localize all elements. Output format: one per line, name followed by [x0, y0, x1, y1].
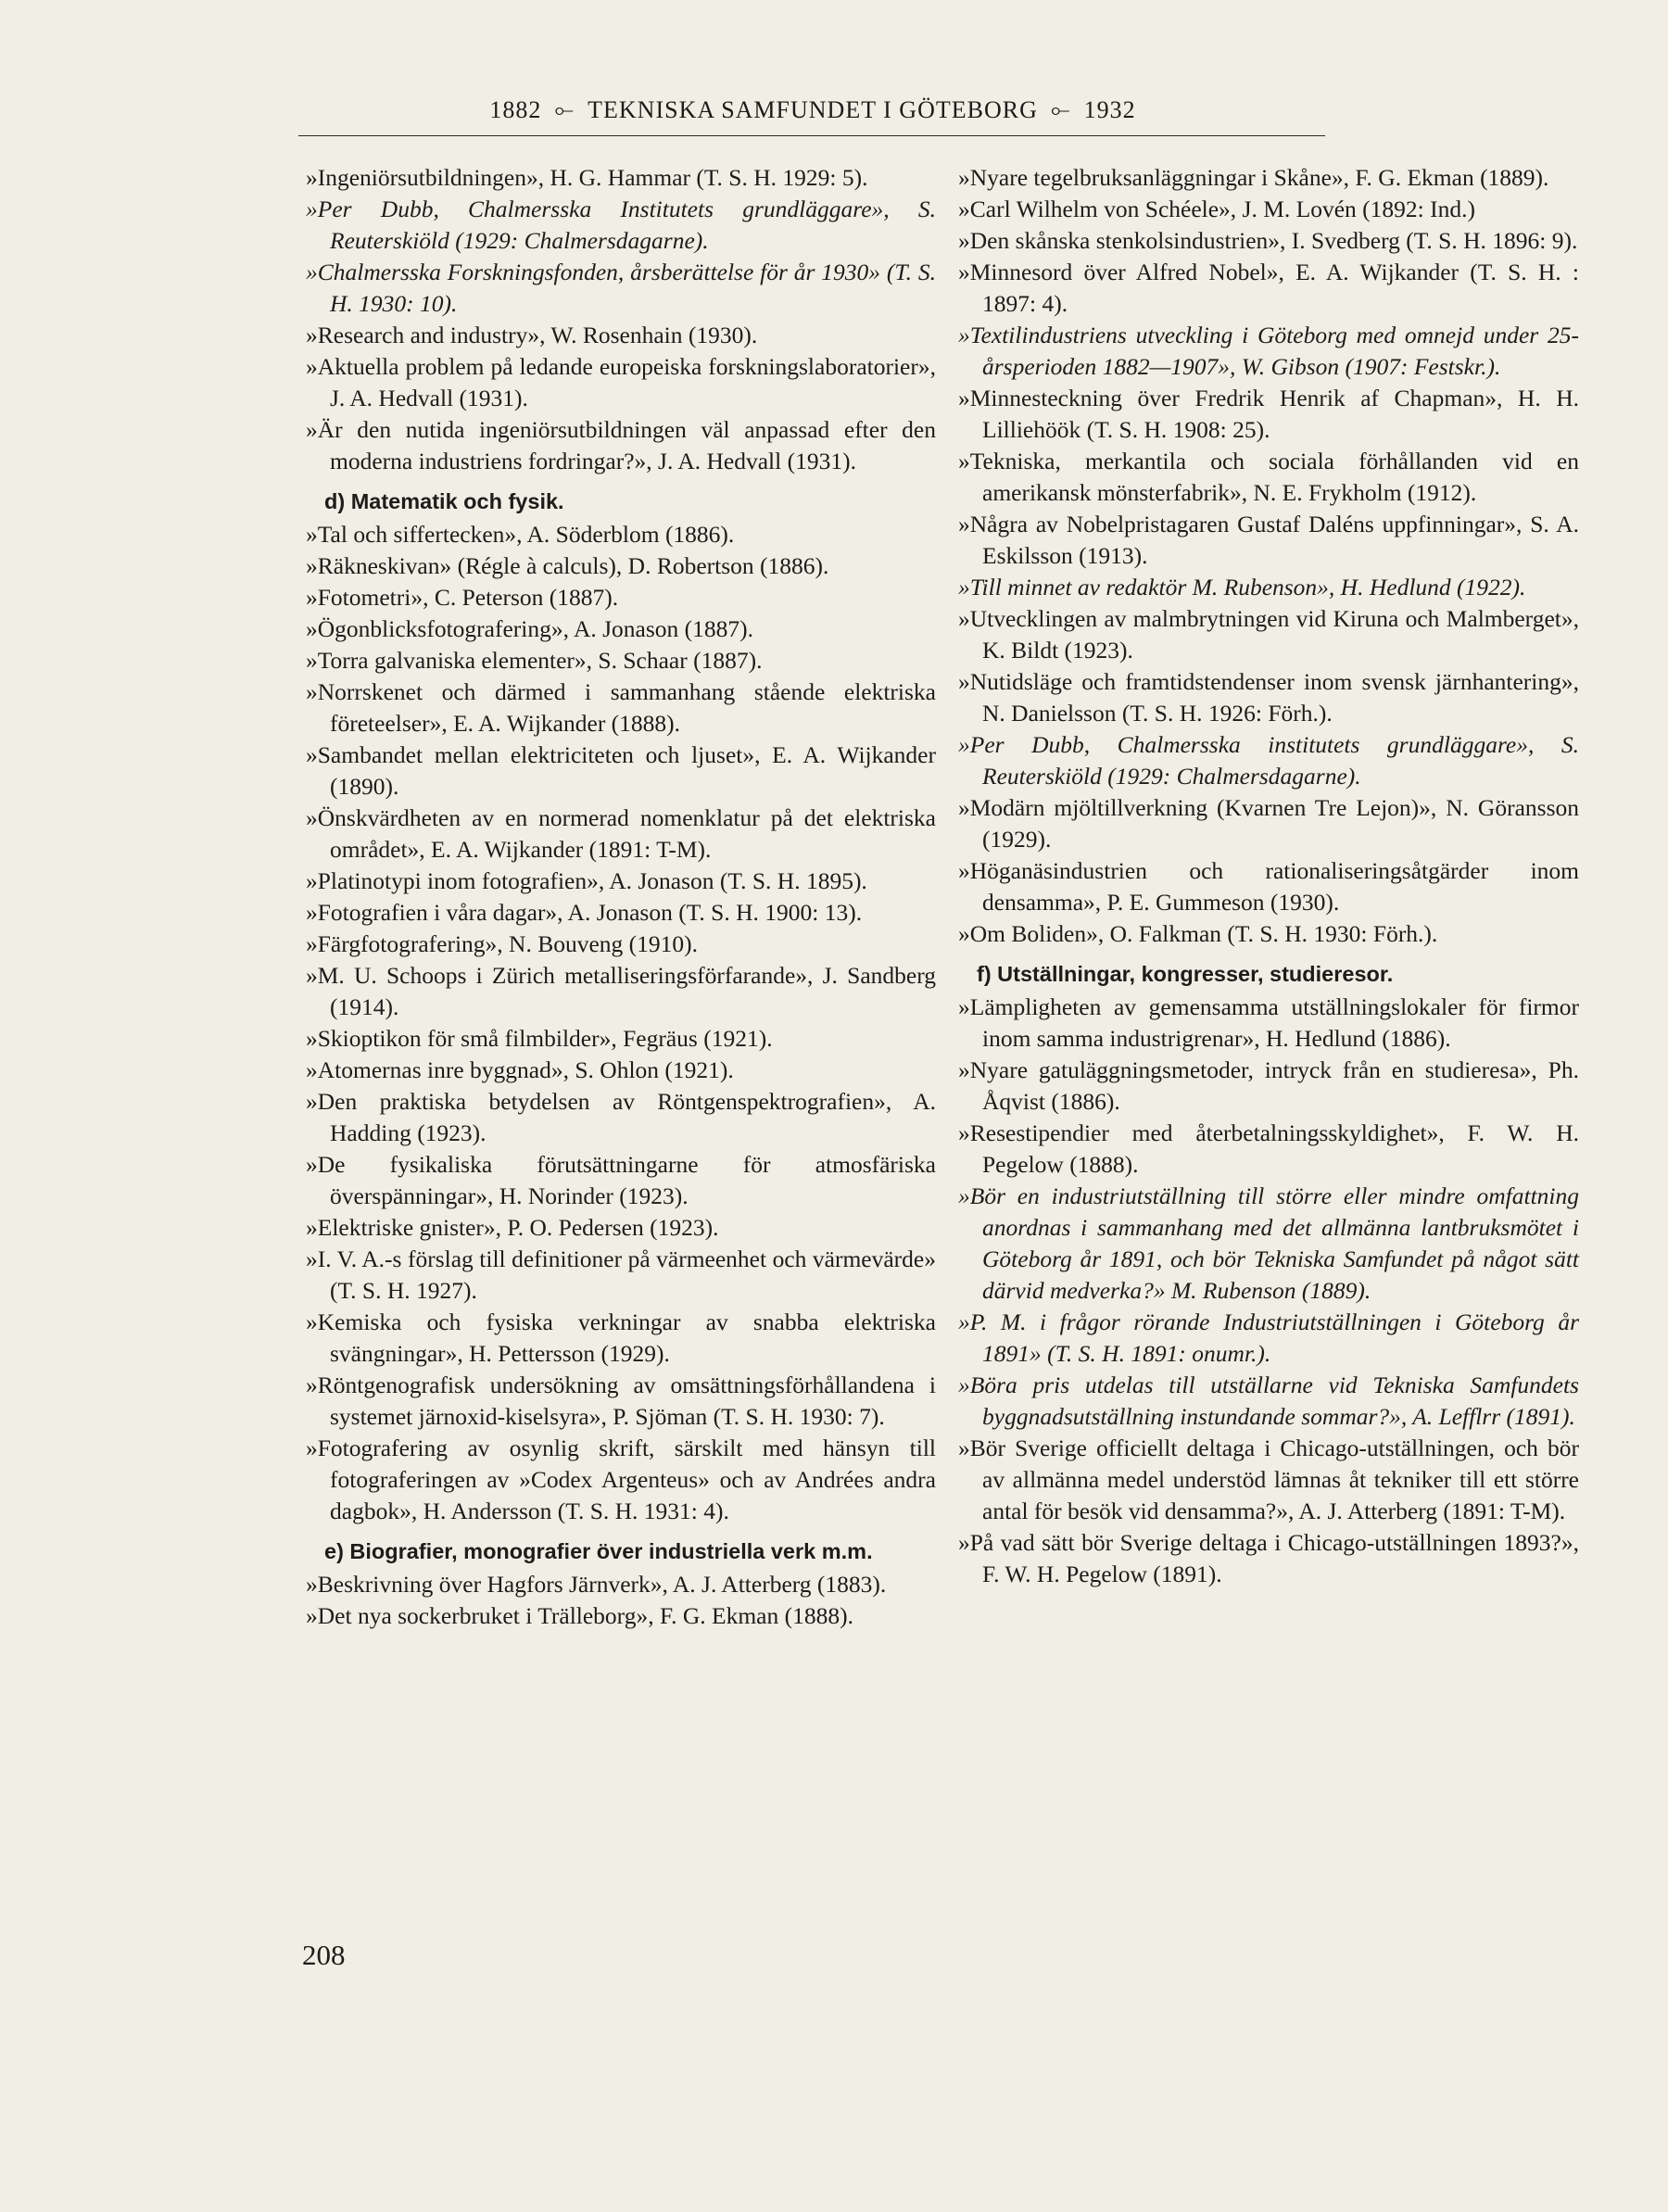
header-title: TEKNISKA SAMFUNDET I GÖTEBORG — [588, 96, 1038, 123]
list-item: »Elektriske gnister», P. O. Pedersen (1923). — [306, 1214, 719, 1241]
list-item: »Böra pris utdelas till utställarne vid Tekniska Samfundets byggnadsutställning instundande sommar?», A. Lefflrr (1891). — [958, 1371, 1579, 1430]
header-separator-icon: ⟜ — [554, 96, 575, 123]
page-number: 208 — [302, 1939, 346, 1971]
list-item: »Färgfotografering», N. Bouveng (1910). — [306, 930, 699, 957]
list-item: »Sambandet mellan elektriciteten och ljuset», E. A. Wijkander (1890). — [306, 741, 936, 800]
list-item: »Höganäsindustrien och rationaliseringsåtgärder inom densamma», P. E. Gummeson (1930). — [958, 857, 1579, 916]
list-item: »Skioptikon för små filmbilder», Fegräus (1921). — [306, 1025, 773, 1052]
list-item: »Aktuella problem på ledande europeiska forskningslaboratorier», J. A. Hedvall (1931). — [306, 353, 936, 411]
entry-list-e-continued — [958, 162, 1579, 950]
list-item: »Resestipendier med återbetalningsskyldighet», F. W. H. Pegelow (1888). — [958, 1119, 1579, 1178]
list-item: »Fotometri», C. Peterson (1887). — [306, 584, 619, 611]
list-item: »Nyare tegelbruksanläggningar i Skåne», F. G. Ekman (1889). — [958, 164, 1549, 191]
list-item: »Nutidsläge och framtidstendenser inom svensk järnhantering», N. Danielsson (T. S. H. 1926: Förh.). — [958, 668, 1579, 727]
list-item: »Minnesteckning över Fredrik Henrik af Chapman», H. H. Lilliehöök (T. S. H. 1908: 25). — [958, 385, 1579, 443]
list-item: »Önskvärdheten av en normerad nomenklatur på det elektriska området», E. A. Wijkander (1891: T-M). — [306, 804, 936, 863]
right-column — [958, 162, 1579, 1590]
entry-list-d — [306, 519, 936, 1527]
list-item: »På vad sätt bör Sverige deltaga i Chicago-utställningen 1893?», F. W. H. Pegelow (1891). — [958, 1529, 1579, 1587]
list-item: »Om Boliden», O. Falkman (T. S. H. 1930: Förh.). — [958, 920, 1438, 947]
list-item: »Minnesord över Alfred Nobel», E. A. Wijkander (T. S. H. : 1897: 4). — [958, 259, 1579, 317]
entry-list-f — [958, 992, 1579, 1590]
header-separator-icon: ⟜ — [1050, 96, 1071, 123]
header-rule — [298, 135, 1325, 136]
list-item: »Är den nutida ingeniörsutbildningen väl anpassad efter den moderna industriens fordringar?», J. A. Hedvall (1931). — [306, 416, 936, 474]
list-item: »Fotografien i våra dagar», A. Jonason (T. S. H. 1900: 13). — [306, 899, 863, 926]
list-item: »Till minnet av redaktör M. Rubenson», H. Hedlund (1922). — [958, 574, 1526, 600]
list-item: »Fotografering av osynlig skrift, särskilt med hänsyn till fotograferingen av »Codex Argenteus» och av Andrées andra dagbok», H. Andersson (T. S. H. 1931: 4). — [306, 1435, 936, 1524]
list-item: »Norrskenet och därmed i sammanhang stående elektriska företeelser», E. A. Wijkander (1888). — [306, 678, 936, 737]
list-item: »Det nya sockerbruket i Trälleborg», F. G. Ekman (1888). — [306, 1602, 853, 1629]
list-item: »Atomernas inre byggnad», S. Ohlon (1921). — [306, 1056, 734, 1083]
list-item: »Torra galvaniska elementer», S. Schaar (1887). — [306, 647, 763, 674]
list-item: »Utvecklingen av malmbrytningen vid Kiruna och Malmberget», K. Bildt (1923). — [958, 605, 1579, 664]
header-year-start: 1882 — [489, 96, 542, 123]
list-item: »Röntgenografisk undersökning av omsättningsförhållandena i systemet järnoxid-kiselsyra», P. Sjöman (T. S. H. 1930: 7). — [306, 1371, 936, 1430]
list-item: »Bör en industriutställning till större eller mindre omfattning anordnas i sammanhang med det allmänna lantbruksmötet i Göteborg år 1891, och bör Tekniska Samfundet på något sätt därvid medverka?» M. Rubenson (1889). — [958, 1182, 1579, 1304]
header-year-end: 1932 — [1083, 96, 1136, 123]
list-item: »Platinotypi inom fotografien», A. Jonason (T. S. H. 1895). — [306, 867, 867, 894]
list-item: »Lämpligheten av gemensamma utställningslokaler för firmor inom samma industrigrenar», H. Hedlund (1886). — [958, 993, 1579, 1052]
list-item: »Textilindustriens utveckling i Göteborg med omnejd under 25-årsperioden 1882—1907», W. Gibson (1907: Festskr.). — [958, 322, 1579, 380]
list-item: »Per Dubb, Chalmersska institutets grundläggare», S. Reuterskiöld (1929: Chalmersdagarne). — [958, 731, 1579, 790]
running-head — [300, 96, 1325, 125]
list-item: »M. U. Schoops i Zürich metalliseringsförfarande», J. Sandberg (1914). — [306, 962, 936, 1020]
section-heading-f: f) Utställningar, kongresser, studieresor. — [977, 962, 1394, 986]
list-item: »Research and industry», W. Rosenhain (1930). — [306, 322, 758, 348]
list-item: »Ögonblicksfotografering», A. Jonason (1887). — [306, 615, 754, 642]
list-item: »Modärn mjöltillverkning (Kvarnen Tre Lejon)», N. Göransson (1929). — [958, 794, 1579, 853]
list-item: »P. M. i frågor rörande Industriutställningen i Göteborg år 1891» (T. S. H. 1891: onumr.). — [958, 1308, 1579, 1367]
list-item: »Per Dubb, Chalmersska Institutets grundläggare», S. Reuterskiöld (1929: Chalmersdagarne). — [306, 196, 936, 254]
list-item: »Räkneskivan» (Régle à calculs), D. Robertson (1886). — [306, 552, 829, 579]
left-column — [306, 162, 936, 1632]
list-item: »Chalmersska Forskningsfonden, årsberättelse för år 1930» (T. S. H. 1930: 10). — [306, 259, 936, 317]
list-item: »Ingeniörsutbildningen», H. G. Hammar (T. S. H. 1929: 5). — [306, 164, 868, 191]
list-item: »Beskrivning över Hagfors Järnverk», A. J. Atterberg (1883). — [306, 1571, 887, 1598]
list-item: »De fysikaliska förutsättningarne för atmosfäriska överspänningar», H. Norinder (1923). — [306, 1151, 936, 1209]
entry-list-top — [306, 162, 936, 477]
list-item: »Den skånska stenkolsindustrien», I. Svedberg (T. S. H. 1896: 9). — [958, 227, 1578, 254]
entry-list-e — [306, 1569, 936, 1632]
section-heading-e: e) Biografier, monografier över industriella verk m.m. — [324, 1539, 873, 1563]
list-item: »Några av Nobelpristagaren Gustaf Daléns uppfinningar», S. A. Eskilsson (1913). — [958, 511, 1579, 569]
list-item: »I. V. A.-s förslag till definitioner på värmeenhet och värmevärde» (T. S. H. 1927). — [306, 1245, 936, 1304]
list-item: »Den praktiska betydelsen av Röntgenspektrografien», A. Hadding (1923). — [306, 1088, 936, 1146]
list-item: »Carl Wilhelm von Schéele», J. M. Lovén (1892: Ind.) — [958, 196, 1475, 222]
section-heading-d: d) Matematik och fysik. — [324, 489, 564, 513]
list-item: »Kemiska och fysiska verkningar av snabba elektriska svängningar», H. Pettersson (1929). — [306, 1308, 936, 1367]
list-item: »Tal och siffertecken», A. Söderblom (1886). — [306, 521, 735, 548]
list-item: »Bör Sverige officiellt deltaga i Chicago-utställningen, och bör av allmänna medel understöd lämnas åt tekniker till ett större antal för besök vid densamma?», A. J. Atterberg (1891: T-M). — [958, 1435, 1579, 1524]
list-item: »Tekniska, merkantila och sociala förhållanden vid en amerikansk mönsterfabrik», N. E. Frykholm (1912). — [958, 448, 1579, 506]
list-item: »Nyare gatuläggningsmetoder, intryck från en studieresa», Ph. Åqvist (1886). — [958, 1056, 1579, 1115]
